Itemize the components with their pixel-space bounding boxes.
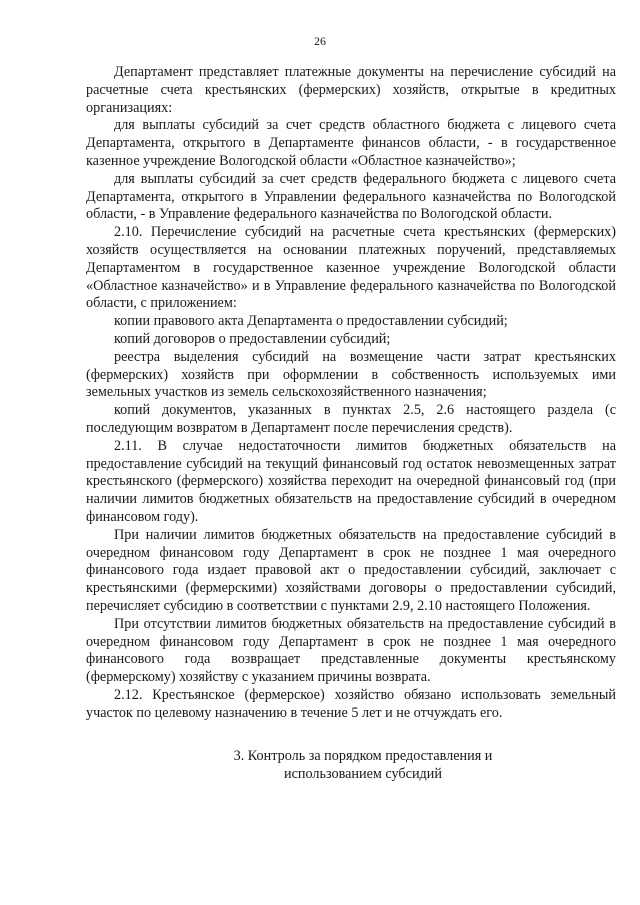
document-body xyxy=(86,64,616,784)
paragraph-2-12: 2.12. Крестьянское (фермерское) хозяйство обязано использовать земельный участок по целевому назначению в течение 5 лет и не отчуждать его. xyxy=(86,686,616,721)
attachment-item-legal-act: копии правового акта Департамента о предоставлении субсидий; xyxy=(114,313,508,330)
section-heading xyxy=(86,748,616,784)
section-heading-line2: использованием субсидий xyxy=(284,766,442,783)
attachment-item-documents: копий документов, указанных в пунктах 2.5, 2.6 настоящего раздела (с последующим возвратом в Департамент после перечисления средств). xyxy=(86,402,616,436)
page-number: 26 xyxy=(314,34,326,48)
attachment-item-contracts: копий договоров о предоставлении субсидий; xyxy=(114,330,391,347)
paragraph-federal-budget: для выплаты субсидий за счет средств федерального бюджета с лицевого счета Департамента, открытого в Управлении федерального казначейства по Вологодской области, - в Управление федерального казначейства по Вологодской области. xyxy=(86,170,616,223)
paragraph-2-11: 2.11. В случае недостаточности лимитов бюджетных обязательств на предоставление субсидий на текущий финансовый год остаток невозмещенных затрат крестьянского (фермерского) хозяйства переходит на очередной финансовый год (при наличии лимитов бюджетных обязательств на предоставление субсидий в очередном финансовом году). xyxy=(86,437,616,525)
paragraph-payment-documents: Департамент представляет платежные документы на перечисление субсидий на расчетные счета крестьянских (фермерских) хозяйств, открытые в кредитных организациях: xyxy=(86,64,616,116)
section-heading-line1: 3. Контроль за порядком предоставления и xyxy=(233,748,493,765)
paragraph-limits-available: При наличии лимитов бюджетных обязательств на предоставление субсидий в очередном финансовом году Департамент в срок не позднее 1 мая очередного финансового года издает правовой акт о предоставлении субсидий, заключает с крестьянскими (фермерскими) хозяйствами договоры о предоставлении субсидий, перечисляет субсидию в соответствии с пунктами 2.9, 2.10 настоящего Положения. xyxy=(86,526,616,614)
paragraph-regional-budget: для выплаты субсидий за счет средств областного бюджета с лицевого счета Департамента, открытого в Департаменте финансов области, - в государственное казенное учреждение Вологодской области «Областное казначейство»; xyxy=(86,117,616,169)
attachment-item-registry: реестра выделения субсидий на возмещение части затрат крестьянских (фермерских) хозяйств при оформлении в собственность используемых ими земельных участков из земель сельскохозяйственного назначения; xyxy=(86,348,616,401)
paragraph-2-10: 2.10. Перечисление субсидий на расчетные счета крестьянских (фермерских) хозяйств осуществляется на основании платежных поручений, представляемых Департаментом в государственное казенное учреждение Вологодской области «Областное казначейство» и в Управление федерального казначейства по Вологодской области, с приложением: xyxy=(86,224,616,312)
paragraph-limits-absent: При отсутствии лимитов бюджетных обязательств на предоставление субсидий в очередном финансовом году Департамент в срок не позднее 1 мая очередного финансового года возвращает представленные документы крестьянскому (фермерскому) хозяйству с указанием причины возврата. xyxy=(86,615,616,686)
